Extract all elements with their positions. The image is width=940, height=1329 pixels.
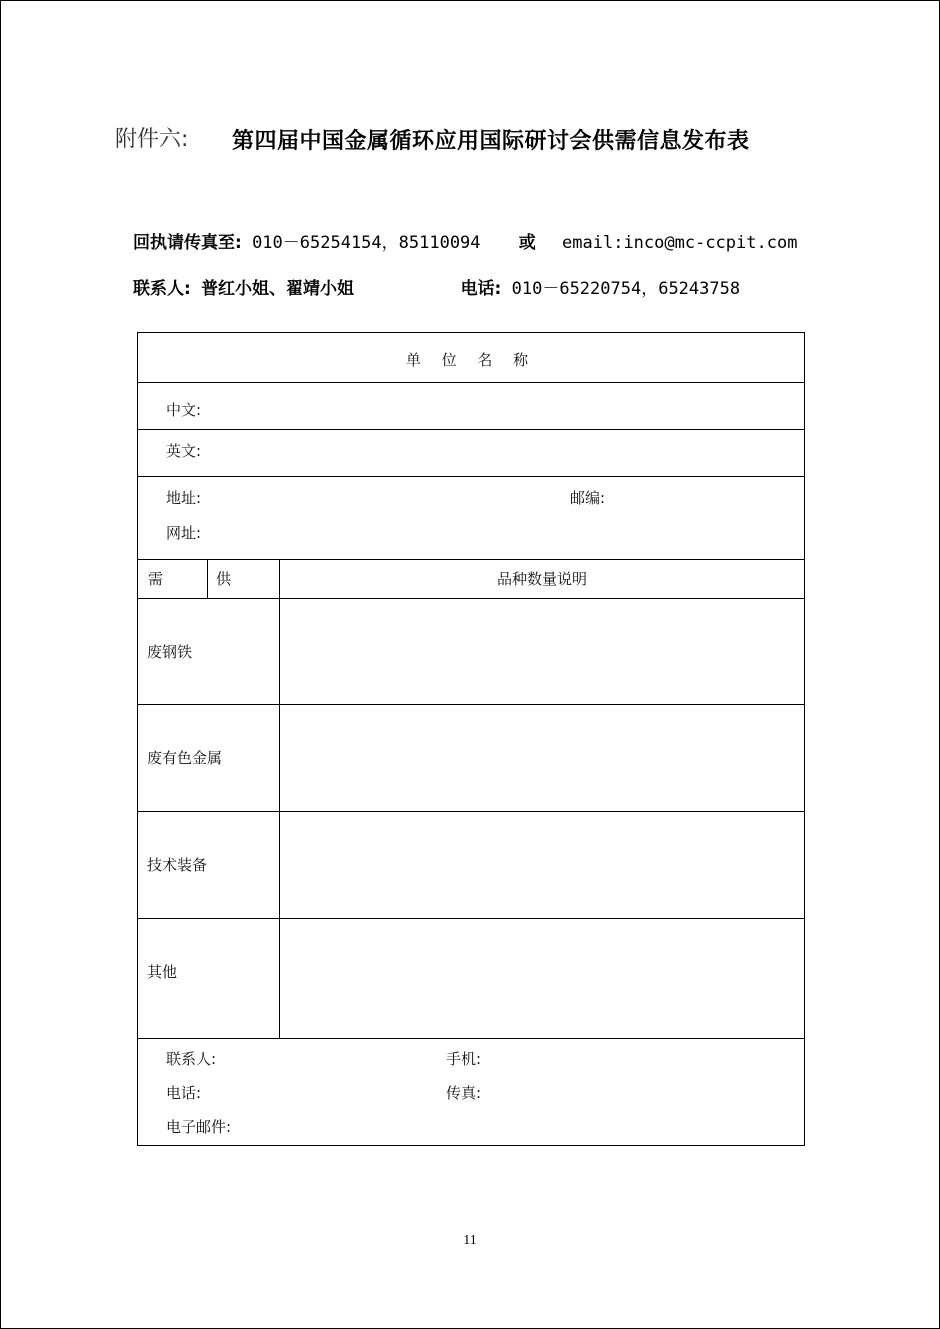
phone-label: 电话: xyxy=(460,279,502,299)
english-name-label: 英文: xyxy=(166,442,202,460)
row-divider xyxy=(138,382,804,383)
row-divider xyxy=(138,429,804,430)
footer-phone-label: 电话: xyxy=(166,1084,202,1102)
category-technical-equipment: 技术装备 xyxy=(147,856,208,874)
footer-contact-label: 联系人: xyxy=(166,1050,217,1068)
column-divider xyxy=(279,559,280,1038)
or-label: 或 xyxy=(518,233,536,253)
row-divider xyxy=(138,559,804,560)
row-divider xyxy=(138,704,804,705)
footer-email-label: 电子邮件: xyxy=(166,1118,232,1136)
attachment-label: 附件六: xyxy=(115,127,189,152)
category-scrap-steel: 废钢铁 xyxy=(147,643,193,661)
contact-names: 普红小姐、翟靖小姐 xyxy=(201,279,355,299)
email-address: email:inco@mc-ccpit.com xyxy=(562,233,798,253)
contact-line xyxy=(133,274,740,299)
chinese-name-label: 中文: xyxy=(166,401,202,419)
row-divider xyxy=(138,1038,804,1039)
footer-mobile-label: 手机: xyxy=(446,1050,482,1068)
fax-numbers: 010－65254154，85110094 xyxy=(252,233,481,253)
address-label: 地址: xyxy=(166,489,202,507)
footer-fax-label: 传真: xyxy=(446,1084,482,1102)
description-column-header: 品种数量说明 xyxy=(496,570,587,588)
supply-demand-form xyxy=(137,332,805,1146)
row-divider xyxy=(138,598,804,599)
category-nonferrous-scrap: 废有色金属 xyxy=(147,749,223,767)
row-divider xyxy=(138,918,804,919)
contact-label: 联系人: xyxy=(133,279,191,299)
row-divider xyxy=(138,476,804,477)
category-other: 其他 xyxy=(147,963,178,981)
demand-column-header: 需 xyxy=(148,570,164,588)
reply-label: 回执请传真至: xyxy=(133,233,242,253)
phone-numbers: 010－65220754，65243758 xyxy=(511,279,741,299)
supply-column-header: 供 xyxy=(216,570,232,588)
postcode-label: 邮编: xyxy=(570,489,606,507)
company-name-header: 单 位 名 称 xyxy=(405,351,537,369)
page-number: 11 xyxy=(463,1233,477,1248)
column-divider xyxy=(207,559,208,598)
reply-fax-line xyxy=(133,228,797,253)
row-divider xyxy=(138,811,804,812)
document-title: 第四届中国金属循环应用国际研讨会供需信息发布表 xyxy=(232,129,750,154)
website-label: 网址: xyxy=(166,524,202,542)
